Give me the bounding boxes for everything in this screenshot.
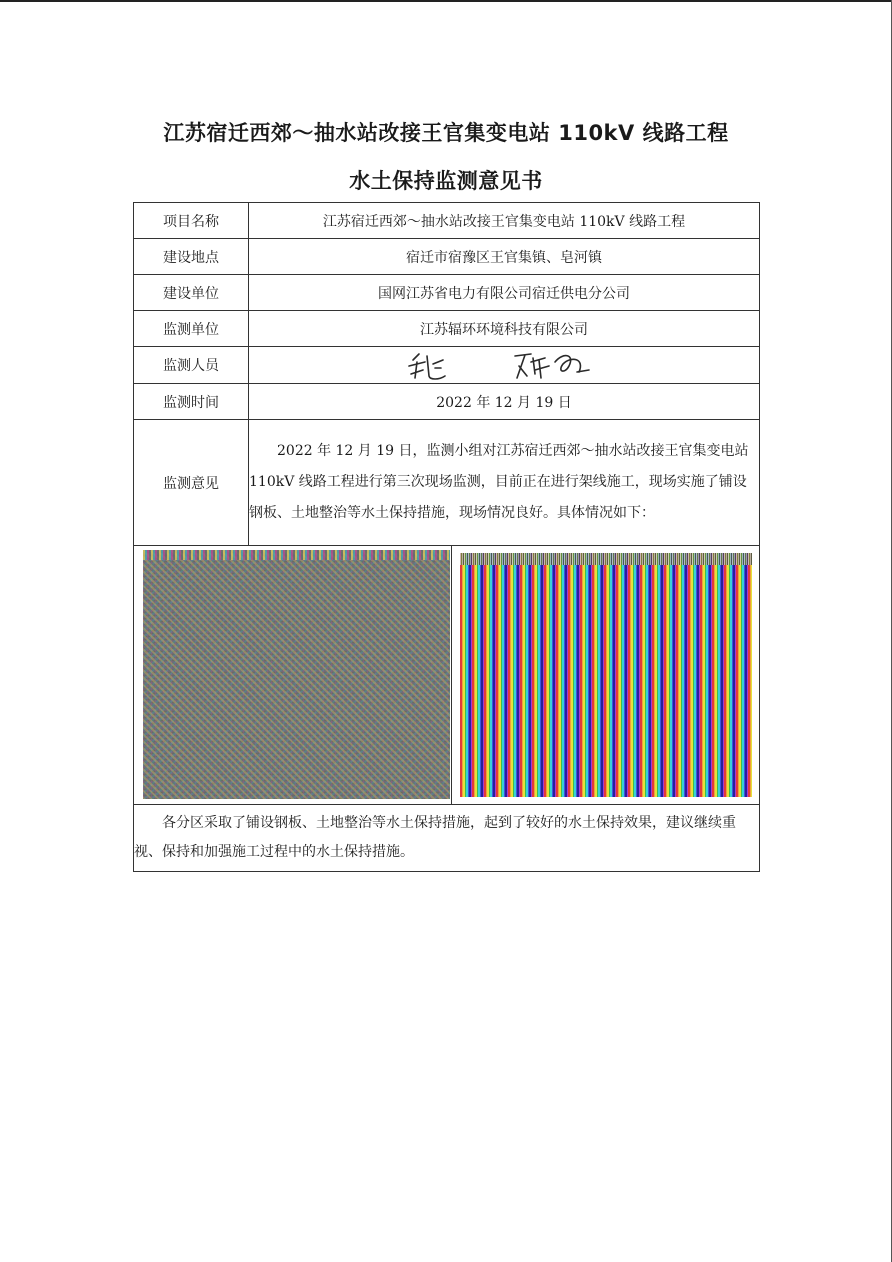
document-subtitle: 水土保持监测意见书: [349, 169, 543, 193]
label-location: 建设地点: [134, 239, 249, 275]
value-construction-unit: 国网江苏省电力有限公司宿迁供电分公司: [249, 275, 760, 311]
site-photo-left-noise: [143, 550, 450, 560]
conclusion-text: 各分区采取了铺设钢板、土地整治等水土保持措施，起到了较好的水土保持效果，建议继续重视、保持和加强施工过程中的水土保持措施。: [134, 805, 760, 872]
row-photos: [134, 546, 760, 805]
row-opinion: [134, 420, 760, 546]
photo-cell-left: [134, 546, 452, 804]
row-construction-unit: [134, 275, 760, 311]
value-monitoring-unit: 江苏辐环环境科技有限公司: [249, 311, 760, 347]
site-photo-left: [143, 550, 450, 799]
row-project-name: [134, 203, 760, 239]
monitoring-form-table: [133, 202, 760, 872]
label-opinion: 监测意见: [134, 420, 249, 546]
label-monitoring-unit: 监测单位: [134, 311, 249, 347]
photos-cell: [134, 546, 760, 805]
label-construction-unit: 建设单位: [134, 275, 249, 311]
value-project-name: 江苏宿迁西郊～抽水站改接王官集变电站 110kV 线路工程: [249, 203, 760, 239]
value-monitoring-staff: [249, 347, 760, 384]
label-project-name: 项目名称: [134, 203, 249, 239]
row-location: [134, 239, 760, 275]
site-photo-right-noise: [460, 553, 752, 565]
row-monitoring-staff: [134, 347, 760, 384]
value-monitoring-date: 2022 年 12 月 19 日: [249, 384, 760, 420]
signature-drawing: [399, 348, 609, 386]
row-monitoring-date: [134, 384, 760, 420]
row-conclusion: [134, 805, 760, 872]
page-top-border: [0, 0, 892, 2]
photo-pair: [134, 546, 759, 804]
row-monitoring-unit: [134, 311, 760, 347]
photo-cell-right: [452, 546, 759, 804]
handwritten-signature: [249, 348, 759, 383]
value-location: 宿迁市宿豫区王官集镇、皂河镇: [249, 239, 760, 275]
document-title: 江苏宿迁西郊～抽水站改接王官集变电站 110kV 线路工程: [163, 121, 729, 145]
label-monitoring-staff: 监测人员: [134, 347, 249, 384]
label-monitoring-date: 监测时间: [134, 384, 249, 420]
site-photo-right: [460, 553, 752, 797]
value-opinion: 2022 年 12 月 19 日，监测小组对江苏宿迁西郊～抽水站改接王官集变电站 110kV 线路工程进行第三次现场监测，目前正在进行架线施工，现场实施了铺设钢板、土地整治等水土保持措施，现场情况良好。具体情况如下：: [249, 420, 760, 546]
